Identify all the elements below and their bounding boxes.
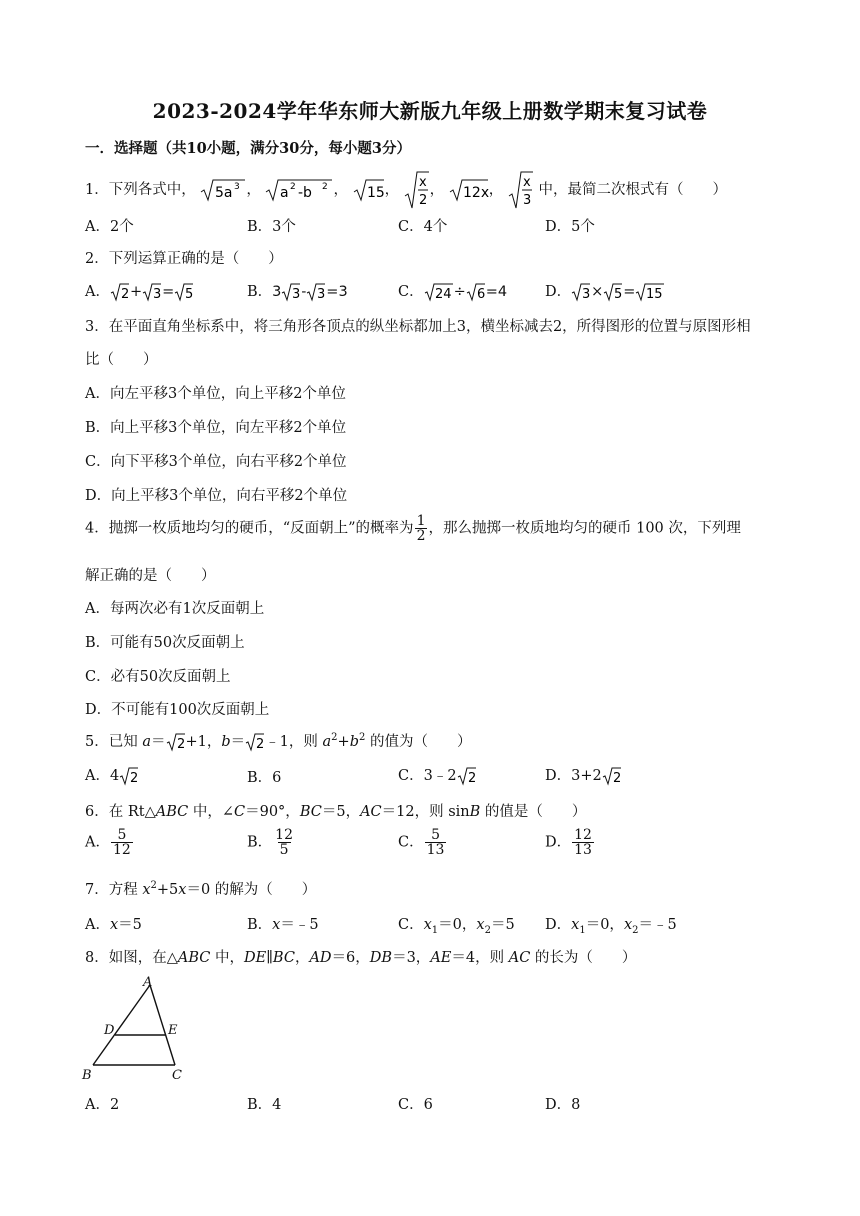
q5-option-a: A．4 2 (85, 768, 139, 786)
svg-text:5: 5 (614, 287, 623, 302)
page-title: 2023-2024学年华东师大新版九年级上册数学期末复习试卷 (152, 99, 708, 123)
radical-sqrt-x-over-3 (508, 170, 534, 210)
q6-option-c: C． $\frac{5}{13}$ (398, 827, 445, 858)
svg-text:-b: -b (298, 185, 313, 201)
q7-option-c: C．$x_1=0$，$x_2=5$ (398, 917, 515, 936)
radical-sqrt-x-over-2 (404, 170, 430, 210)
svg-text:3: 3 (582, 287, 591, 302)
svg-text:6: 6 (476, 287, 486, 302)
svg-text:x: x (522, 175, 531, 190)
svg-text:2: 2 (467, 771, 476, 786)
q4-option-a: A．每两次必有1次反面朝上 (85, 601, 265, 617)
q4-option-b: B．可能有50次反面朝上 (85, 635, 245, 651)
q1-option-a: A．2个 (85, 219, 134, 235)
q8-option-a: A．2 (85, 1097, 120, 1113)
q2-option-a: A． 2 + 3 = 5 (85, 284, 194, 302)
svg-text:3: 3 (522, 193, 532, 208)
q2-option-d: D． 3 × 5 = 15 (545, 284, 663, 302)
fraction-one-half: $\frac{1}{2}$ (416, 513, 426, 544)
vertex-label-c: C (172, 1068, 182, 1083)
svg-text:2: 2 (256, 737, 265, 752)
question-4-line-2: 解正确的是（ ） (85, 568, 216, 584)
vertex-label-b: B (82, 1068, 92, 1083)
q3-option-b: B．向上平移3个单位，向左平移2个单位 (85, 420, 347, 436)
svg-text:2: 2 (322, 182, 329, 192)
q1-prefix: 1．下列各式中， (85, 182, 196, 198)
svg-text:3: 3 (153, 287, 162, 302)
svg-text:a: a (280, 185, 290, 201)
question-1: 1．下列各式中， 5a 3 ， a 2 -b 2 ， 15 ， x 2 ， 12x ， x 3 中，最简二次根式有（ ） (85, 170, 727, 210)
q3-option-c: C．向下平移3个单位，向右平移2个单位 (85, 454, 347, 470)
svg-text:x: x (418, 175, 427, 190)
svg-text:15: 15 (646, 287, 663, 302)
radical-sqrt-5a3 (200, 177, 246, 203)
question-7: 7．方程 $x^2+5x=0$ 的解为（ ） (85, 880, 317, 898)
q1-option-b: B．3个 (247, 219, 296, 235)
q2-option-c: C． 24 ÷ 6 =4 (398, 284, 508, 302)
svg-text:12x: 12x (462, 185, 489, 201)
q5-option-c: C．3﹣2 2 (398, 768, 476, 786)
radical-sqrt-a2-b2 (265, 177, 333, 203)
vertex-label-e: E (168, 1023, 178, 1038)
svg-text:2: 2 (120, 287, 130, 302)
svg-text:24: 24 (434, 287, 452, 302)
q1-option-c: C．4个 (398, 219, 448, 235)
q8-option-b: B．4 (247, 1097, 282, 1113)
q4-option-c: C．必有50次反面朝上 (85, 669, 231, 685)
svg-text:2: 2 (290, 182, 297, 192)
q8-option-c: C．6 (398, 1097, 433, 1113)
q5-option-d: D．3+2 2 (545, 768, 622, 786)
section-heading: 一．选择题（共10小题，满分30分，每小题3分） (85, 140, 411, 157)
radical-sqrt-12x (449, 177, 489, 203)
q6-option-a: A． $\frac{5}{12}$ (85, 827, 131, 858)
question-3-line-1: 3．在平面直角坐标系中，将三角形各顶点的纵坐标都加上3，横坐标减去2，所得图形的位置与原图形相 (85, 319, 751, 335)
q3-option-d: D．向上平移3个单位，向右平移2个单位 (85, 488, 348, 504)
q6-option-d: D． $\frac{12}{13}$ (545, 827, 592, 858)
q3-option-a: A．向左平移3个单位，向上平移2个单位 (85, 386, 346, 402)
q7-option-a: A．x＝5 (85, 917, 142, 933)
q1-suffix: 中，最简二次根式有（ ） (538, 182, 727, 198)
q5-option-b: B．6 (247, 770, 282, 786)
question-8: 8．如图，在△ABC 中，DE∥BC，AD＝6，DB＝3，AE＝4，则 AC 的长为（ ） (85, 950, 637, 966)
svg-text:2: 2 (612, 771, 622, 786)
question-2: 2．下列运算正确的是（ ） (85, 251, 283, 267)
svg-text:3: 3 (234, 182, 241, 192)
q1-option-d: D．5个 (545, 219, 595, 235)
q6-option-b: B． $\frac{12}{5}$ (247, 827, 293, 858)
svg-text:3: 3 (292, 287, 301, 302)
q7-option-d: D．$x_1=0$，$x_2=﹣5$ (545, 917, 677, 936)
q8-option-d: D．8 (545, 1097, 581, 1113)
svg-text:2: 2 (418, 193, 427, 208)
svg-text:5: 5 (185, 287, 194, 302)
radical-sqrt-15 (353, 177, 385, 203)
question-3-line-2: 比（ ） (85, 352, 158, 368)
vertex-label-a: A (143, 975, 153, 990)
vertex-label-d: D (104, 1023, 115, 1038)
question-5: 5．已知 a＝ 2 +1，b＝ 2 ﹣1，则 $a^2+b^2$ 的值为（ ） (85, 732, 472, 752)
svg-text:3: 3 (317, 287, 326, 302)
q4-option-d: D．不可能有100次反面朝上 (85, 702, 270, 718)
q2-option-b: B．3 3 - 3 =3 (247, 284, 348, 302)
triangle-figure (80, 975, 190, 1087)
question-4-line-1: 4．抛掷一枚质地均匀的硬币，“反面朝上”的概率为 $\frac{1}{2}$ ，那么抛掷一枚质地均匀的硬币 100 次，下列理 (85, 513, 741, 544)
svg-text:2: 2 (176, 737, 185, 752)
svg-text:5a: 5a (215, 185, 233, 201)
q7-option-b: B．x＝﹣5 (247, 917, 319, 933)
svg-text:2: 2 (130, 771, 139, 786)
question-6: 6．在 Rt△ABC 中，∠C＝90°，BC＝5，AC＝12，则 sinB 的值是（ ） (85, 804, 587, 820)
svg-text:15: 15 (366, 185, 385, 201)
